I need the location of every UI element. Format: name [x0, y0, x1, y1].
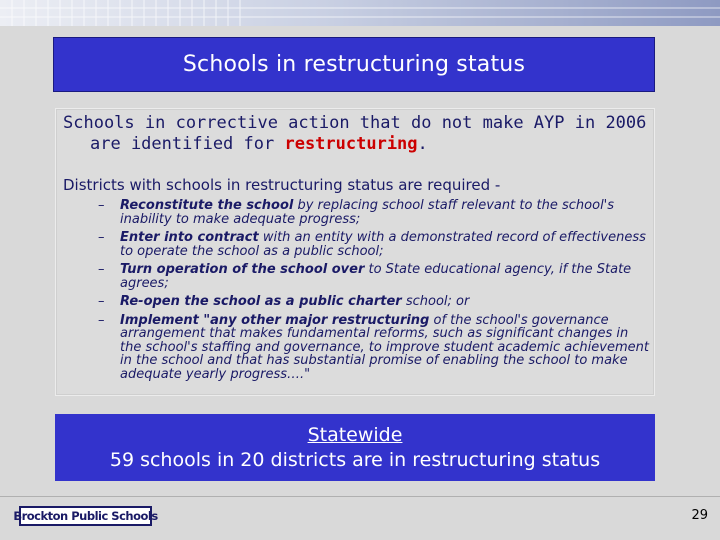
restructuring-highlight: restructuring	[284, 134, 418, 154]
requirement-statement: Districts with schools in restructuring status are required -	[63, 176, 501, 194]
page-number: 29	[691, 508, 708, 523]
bullet-bold-text: Reconstitute the school	[120, 198, 294, 213]
bullet-bold-text: Enter into contract	[120, 230, 259, 245]
list-item	[98, 263, 653, 290]
bullet-bold-text: Turn operation of the school over	[120, 262, 365, 277]
bullet-bold-text: Implement "any other major restructuring	[120, 312, 430, 328]
requirements-list	[98, 199, 653, 386]
slide-title: Schools in restructuring status	[182, 52, 526, 77]
footer-divider	[0, 496, 720, 497]
dash-bullet-icon: –	[98, 294, 105, 309]
bullet-text: to State educational agency, if the State agrees;	[120, 262, 632, 291]
list-item	[98, 314, 653, 382]
statewide-text: 59 schools in 20 districts are in restructuring status	[109, 448, 601, 471]
intro-line-2-pre: are identified for	[90, 134, 285, 154]
dash-bullet-icon: –	[98, 230, 105, 245]
dash-bullet-icon: –	[98, 312, 105, 328]
intro-line-2	[63, 134, 653, 155]
list-item	[98, 295, 653, 309]
dash-bullet-icon: –	[98, 198, 105, 213]
slide-title-box	[53, 37, 655, 92]
intro-line-1: Schools in corrective action that do not make AYP in 2006	[63, 113, 647, 133]
bullet-text: of the school's governance arrangement that makes fundamental reforms, such as significant changes in the school's staffing and governance, to improve student academic achievement in the school and that has substantial promise of enabling the school to make adequate yearly progress…."	[120, 312, 649, 382]
intro-line-2-post: .	[417, 134, 428, 154]
header-grid-decoration	[0, 0, 720, 26]
bullet-bold-text: Re-open the school as a public charter	[120, 294, 402, 309]
statewide-heading: Statewide	[307, 423, 403, 446]
bullet-text: school; or	[401, 294, 470, 309]
list-item	[98, 231, 653, 258]
list-item	[98, 199, 653, 226]
statewide-summary-box	[55, 414, 655, 481]
bullet-text: by replacing school staff relevant to the school's inability to make adequate progress;	[120, 198, 615, 227]
bullet-text: with an entity with a demonstrated record of effectiveness to operate the school as a public school;	[120, 230, 646, 259]
intro-paragraph	[63, 113, 653, 155]
dash-bullet-icon: –	[98, 262, 105, 277]
brockton-logo	[13, 506, 158, 526]
logo-text: Brockton Public Schools	[13, 509, 158, 523]
